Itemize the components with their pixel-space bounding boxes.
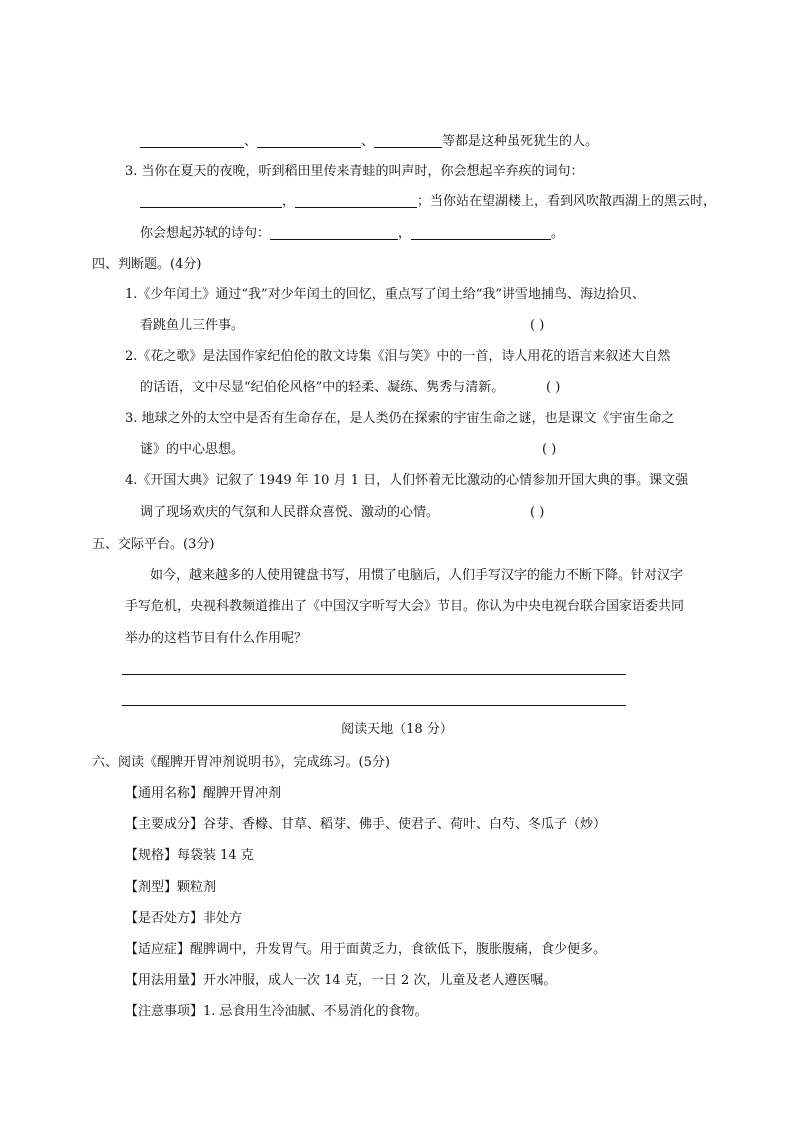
- instruction-row: [125, 878, 216, 898]
- section-5-title: 五、交际平台。(3分): [92, 537, 215, 552]
- answer-paren[interactable]: ( ): [530, 318, 545, 333]
- instruction-row: [125, 909, 242, 929]
- question-3-prompt: 你会想起苏轼的诗句：: [140, 226, 271, 241]
- judge-item-3-line-2: 谜》的中心思想。: [140, 442, 245, 457]
- instruction-row: [125, 815, 606, 835]
- question-3-mid-text: ；当你站在望湖楼上，看到风吹散西湖上的黑云时，: [417, 194, 717, 209]
- answer-line-1[interactable]: [122, 674, 626, 675]
- blank-poem-2[interactable]: [295, 193, 417, 208]
- instruction-row: [125, 940, 606, 960]
- fill-line-previous: [140, 132, 598, 152]
- blank-1[interactable]: [140, 133, 244, 148]
- instruction-row: [125, 784, 281, 804]
- row-label: 【用法用量】: [125, 973, 204, 988]
- judge-item-4-line-1: 4.《开国大典》记叙了 1949 年 10 月 1 日，人们怀着无比激动的心情参加开国大典的事。课文强: [125, 473, 689, 488]
- answer-paren[interactable]: ( ): [542, 442, 557, 457]
- separator: ，: [282, 194, 296, 209]
- row-value: 醒脾开胃冲剂: [203, 786, 282, 801]
- row-value: 开水冲服，成人一次 14 克，一日 2 次，儿童及老人遵医嘱。: [203, 973, 557, 988]
- section-5-paragraph-line-2: 手写危机，央视科教频道推出了《中国汉字听写大会》节目。你认为中央电视台联合国家语委共同: [125, 599, 685, 614]
- row-label: 【主要成分】: [125, 817, 204, 832]
- answer-paren[interactable]: ( ): [546, 380, 561, 395]
- row-label: 【注意事项】: [125, 1004, 204, 1019]
- row-value: 颗粒剂: [177, 880, 217, 895]
- judge-item-2-line-2: 的话语，文中尽显“纪伯伦风格”中的轻柔、凝练、隽秀与清新。: [140, 380, 505, 395]
- section-5-paragraph-line-1: 如今，越来越多的人使用键盘书写，用惯了电脑后，人们手写汉字的能力不断下降。针对汉字: [150, 568, 684, 583]
- reading-section-heading: 阅读天地（18 分）: [341, 722, 453, 737]
- section-6-title: 六、阅读《醒脾开胃冲剂说明书》，完成练习。(5分): [92, 755, 390, 770]
- row-label: 【通用名称】: [125, 786, 204, 801]
- row-label: 【规格】: [125, 848, 178, 863]
- row-value: 谷芽、香橼、甘草、稻芽、佛手、使君子、荷叶、白芍、冬瓜子（炒）: [203, 817, 607, 832]
- section-4-title: 四、判断题。(4分): [92, 257, 202, 272]
- fill-line-tail: 等都是这种虽死犹生的人。: [442, 134, 599, 149]
- question-3-line-1: 3. 当你在夏天的夜晚，听到稻田里传来青蛙的叫声时，你会想起辛弃疾的词句：: [125, 164, 584, 179]
- row-label: 【适应症】: [125, 942, 191, 957]
- row-value: 每袋装 14 克: [177, 848, 254, 863]
- row-label: 【剂型】: [125, 880, 178, 895]
- blank-3[interactable]: [374, 133, 442, 148]
- judge-item-4-line-2: 调了现场欢庆的气氛和人民群众喜悦、激动的心情。: [140, 505, 440, 520]
- blank-2[interactable]: [257, 133, 361, 148]
- row-value: 醒脾调中，升发胃气。用于面黄乏力，食欲低下，腹胀腹痛，食少便多。: [190, 942, 607, 957]
- instruction-row: [125, 971, 556, 991]
- row-label: 【是否处方】: [125, 911, 204, 926]
- judge-item-2-line-1: 2.《花之歌》是法国作家纪伯伦的散文诗集《泪与笑》中的一首，诗人用花的语言来叙述大自然: [125, 349, 671, 364]
- answer-paren[interactable]: ( ): [530, 505, 545, 520]
- separator: 、: [361, 134, 375, 149]
- blank-poem-4[interactable]: [411, 225, 551, 240]
- separator: 、: [244, 134, 258, 149]
- question-3-line-2: [140, 192, 716, 212]
- judge-item-1-line-1: 1.《少年闰土》通过“我”对少年闰土的回忆，重点写了闰土给“我”讲雪地捕鸟、海边拾贝、: [125, 287, 645, 302]
- blank-poem-1[interactable]: [140, 193, 282, 208]
- judge-item-3-line-1: 3. 地球之外的太空中是否有生命存在，是人类仍在探索的宇宙生命之谜，也是课文《宇宙生命之: [125, 411, 675, 426]
- answer-line-2[interactable]: [122, 705, 626, 706]
- separator: ，: [398, 226, 412, 241]
- row-value: 1. 忌食用生冷油腻、不易消化的食物。: [203, 1004, 428, 1019]
- period: 。: [551, 226, 565, 241]
- question-3-line-3: [140, 224, 564, 244]
- instruction-row: [125, 1002, 428, 1022]
- section-5-paragraph-line-3: 举办的这档节目有什么作用呢？: [125, 631, 308, 646]
- blank-poem-3[interactable]: [270, 225, 398, 240]
- row-value: 非处方: [203, 911, 243, 926]
- judge-item-1-line-2: 看跳鱼儿三件事。: [140, 318, 245, 333]
- instruction-row: [125, 846, 254, 866]
